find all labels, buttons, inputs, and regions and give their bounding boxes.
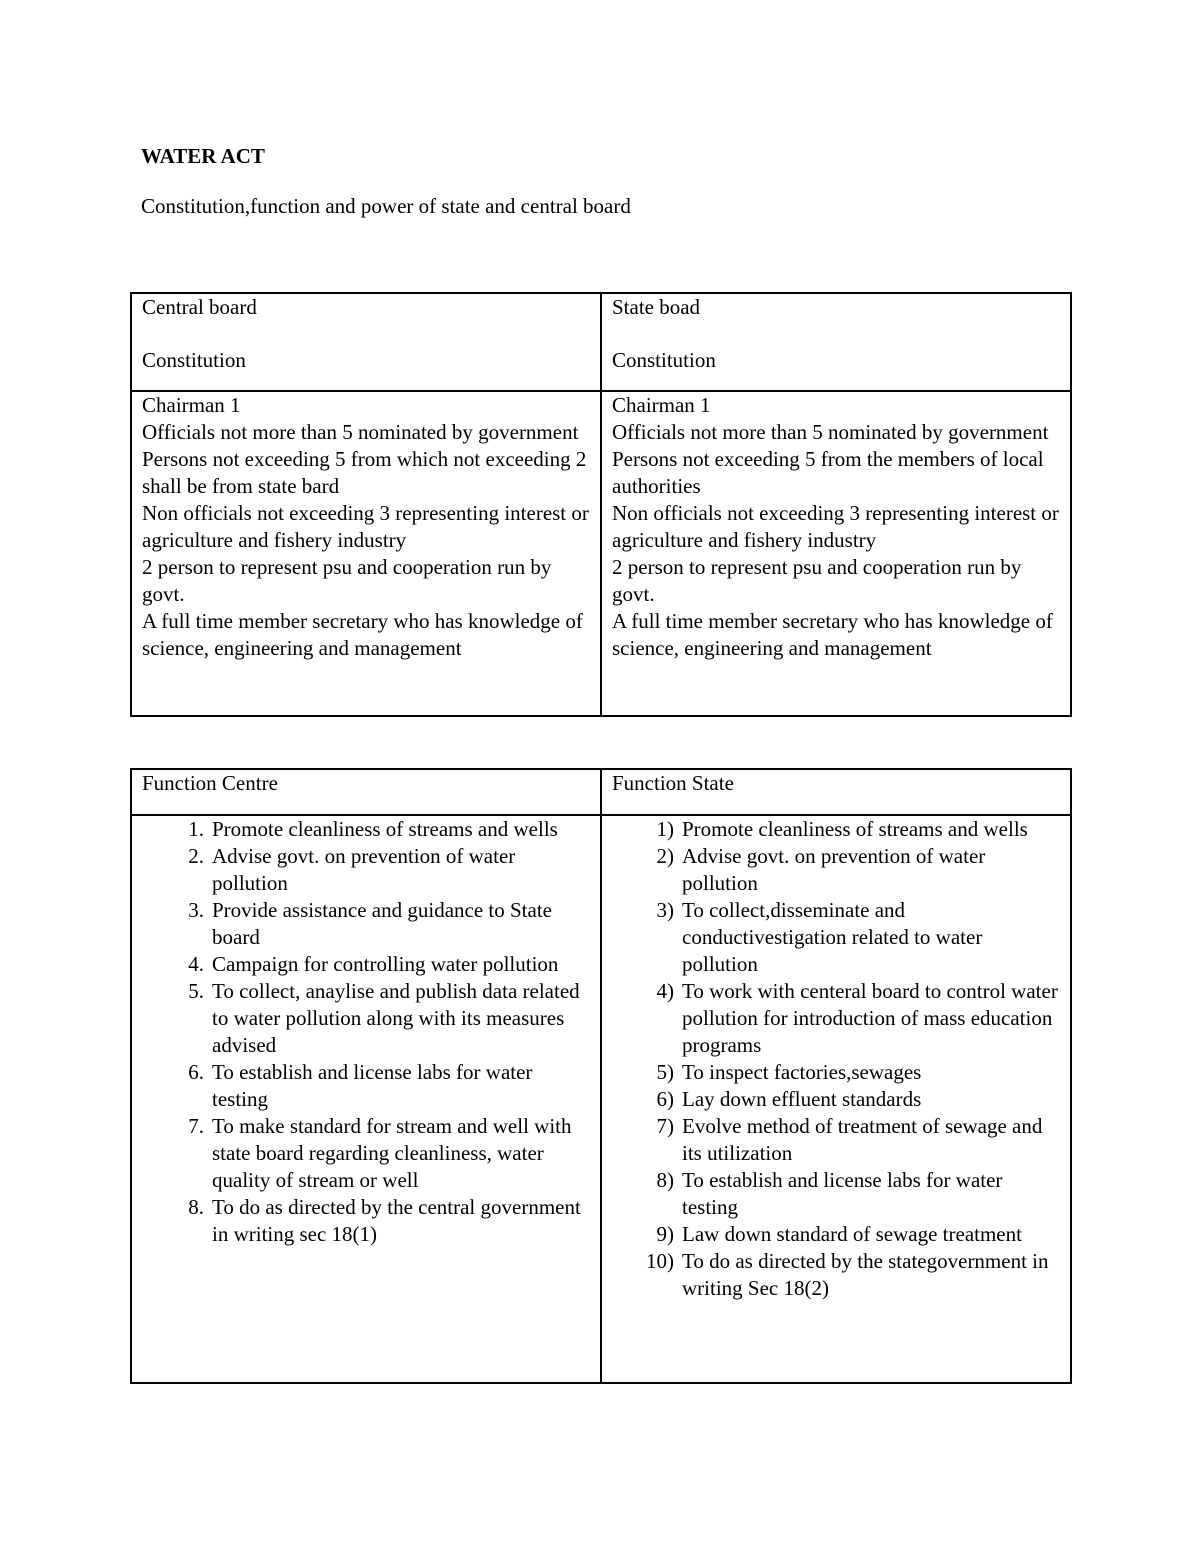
list-text: Promote cleanliness of streams and wells [682,817,1028,841]
state-board-header-cell [601,293,1071,391]
function-centre-item [142,1113,590,1194]
list-number: 10) [646,1249,674,1273]
central-constitution-heading: Constitution [142,348,246,372]
central-member-line: Non officials not exceeding 3 representing interest or agriculture and fishery industry [142,501,589,552]
central-board-header-cell [131,293,601,391]
function-header-row [131,769,1071,815]
function-state-list [612,816,1060,1302]
list-text: Advise govt. on prevention of water pollution [212,844,516,895]
constitution-table [130,292,1072,717]
list-text: To work with centeral board to control water pollution for introduction of mass education programs [682,979,1058,1057]
central-member-line: Chairman 1 [142,393,241,417]
function-state-item [612,1248,1060,1302]
list-text: Campaign for controlling water pollution [212,952,559,976]
central-member-line: Persons not exceeding 5 from which not exceeding 2 shall be from state bard [142,447,587,498]
central-member-line: A full time member secretary who has knowledge of science, engineering and management [142,609,583,660]
function-table [130,768,1072,1384]
list-number: 3) [656,898,674,922]
list-text: To inspect factories,sewages [682,1060,922,1084]
list-number: 8. [188,1195,204,1219]
list-text: Promote cleanliness of streams and wells [212,817,558,841]
function-state-cell [601,815,1071,1383]
list-number: 3. [188,898,204,922]
function-state-item [612,843,1060,897]
function-state-item [612,1221,1060,1248]
function-state-heading: Function State [612,771,734,795]
list-number: 4) [656,979,674,1003]
list-text: To establish and license labs for water testing [212,1060,533,1111]
list-number: 1. [188,817,204,841]
central-constitution-cell [131,391,601,716]
central-board-heading: Central board [142,295,257,319]
list-text: Advise govt. on prevention of water pollution [682,844,986,895]
function-centre-item [142,897,590,951]
function-centre-cell [131,815,601,1383]
state-member-line: A full time member secretary who has knowledge of science, engineering and management [612,609,1053,660]
function-state-item [612,1113,1060,1167]
function-centre-item [142,1194,590,1248]
list-text: To collect, anaylise and publish data related to water pollution along with its measures advised [212,979,580,1057]
function-centre-header-cell [131,769,601,815]
state-member-line: 2 person to represent psu and cooperation run by govt. [612,555,1022,606]
state-constitution-heading: Constitution [612,348,716,372]
function-body-row [131,815,1071,1383]
state-member-line: Persons not exceeding 5 from the members of local authorities [612,447,1044,498]
list-number: 8) [656,1168,674,1192]
list-text: To do as directed by the stategovernment in writing Sec 18(2) [682,1249,1049,1300]
state-member-line: Chairman 1 [612,393,711,417]
constitution-body-row [131,391,1071,716]
constitution-header-row [131,293,1071,391]
function-centre-list [142,816,590,1248]
list-number: 2. [188,844,204,868]
function-state-item [612,978,1060,1059]
function-centre-item [142,843,590,897]
list-text: To establish and license labs for water testing [682,1168,1003,1219]
list-text: To do as directed by the central government in writing sec 18(1) [212,1195,581,1246]
function-state-item [612,1086,1060,1113]
list-number: 7) [656,1114,674,1138]
list-number: 1) [656,817,674,841]
list-text: To collect,disseminate and conductivestigation related to water pollution [682,898,983,976]
list-text: Provide assistance and guidance to State board [212,898,552,949]
function-centre-item [142,951,590,978]
list-text: To make standard for stream and well with state board regarding cleanliness, water quality of stream or well [212,1114,572,1192]
function-centre-heading: Function Centre [142,771,278,795]
function-state-header-cell [601,769,1071,815]
state-member-line: Officials not more than 5 nominated by government [612,420,1049,444]
list-number: 4. [188,952,204,976]
central-member-line: 2 person to represent psu and cooperation run by govt. [142,555,552,606]
list-number: 6. [188,1060,204,1084]
function-state-item [612,1059,1060,1086]
central-member-line: Officials not more than 5 nominated by government [142,420,579,444]
list-text: Law down standard of sewage treatment [682,1222,1022,1246]
function-centre-item [142,816,590,843]
list-number: 6) [656,1087,674,1111]
function-state-item [612,1167,1060,1221]
list-text: Evolve method of treatment of sewage and its utilization [682,1114,1043,1165]
state-constitution-cell [601,391,1071,716]
function-state-item [612,897,1060,978]
list-number: 2) [656,844,674,868]
list-number: 5) [656,1060,674,1084]
list-number: 9) [656,1222,674,1246]
function-centre-item [142,1059,590,1113]
list-text: Lay down effluent standards [682,1087,922,1111]
document-title: WATER ACT [141,144,265,168]
function-centre-item [142,978,590,1059]
document-subtitle: Constitution,function and power of state and central board [141,194,631,218]
list-number: 7. [188,1114,204,1138]
state-board-heading: State boad [612,295,701,319]
list-number: 5. [188,979,204,1003]
function-state-item [612,816,1060,843]
state-member-line: Non officials not exceeding 3 representing interest or agriculture and fishery industry [612,501,1059,552]
